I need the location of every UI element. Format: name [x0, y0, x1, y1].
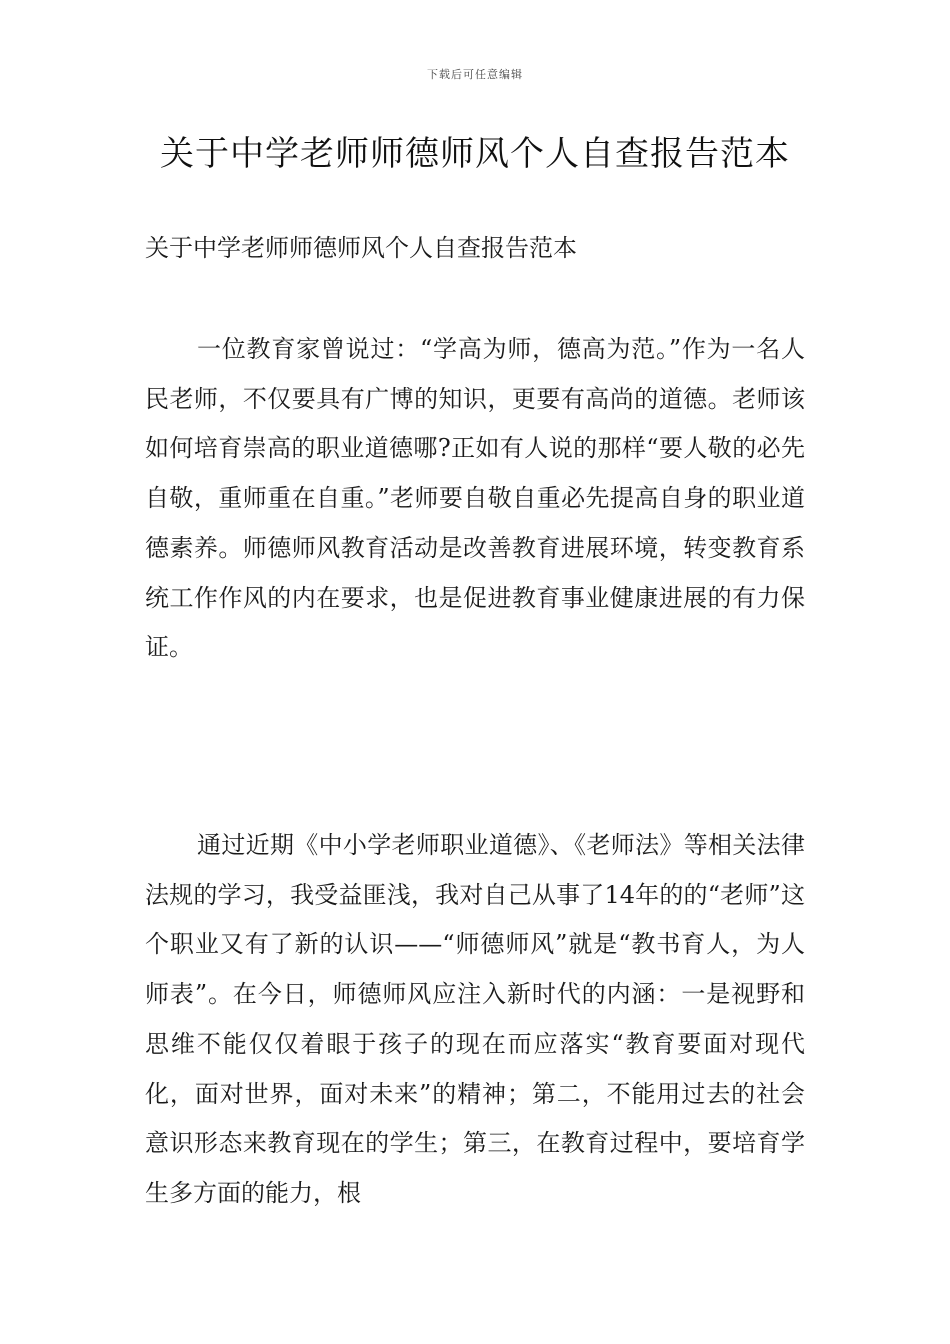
document-subtitle: 关于中学老师师德师风个人自查报告范本	[145, 234, 577, 262]
header-note: 下载后可任意编辑	[427, 68, 523, 81]
paragraph-1: 一位教育家曾说过：“学高为师，德高为范。”作为一名人民老师，不仅要具有广博的知识，更要有高尚的道德。老师该如何培育崇高的职业道德哪?正如有人说的那样“要人敬的必先自敬，重师重在自重。”老师要自敬自重必先提高自身的职业道德素养。师德师风教育活动是改善教育进展环境，转变教育系统工作作风的内在要求，也是促进教育事业健康进展的有力保证。	[145, 335, 805, 662]
document-title: 关于中学老师师德师风个人自查报告范本	[160, 134, 790, 174]
paragraph-2: 通过近期《中小学老师职业道德》、《老师法》等相关法律法规的学习，我受益匪浅，我对自己从事了14年的的“老师”这个职业又有了新的认识——“师德师风”就是“教书育人，为人师表”。在今日，师德师风应注入新时代的内涵：一是视野和思维不能仅仅着眼于孩子的现在而应落实“教育要面对现代化，面对世界，面对未来”的精神；第二，不能用过去的社会意识形态来教育现在的学生；第三，在教育过程中，要培育学生多方面的能力，根	[145, 831, 805, 1207]
